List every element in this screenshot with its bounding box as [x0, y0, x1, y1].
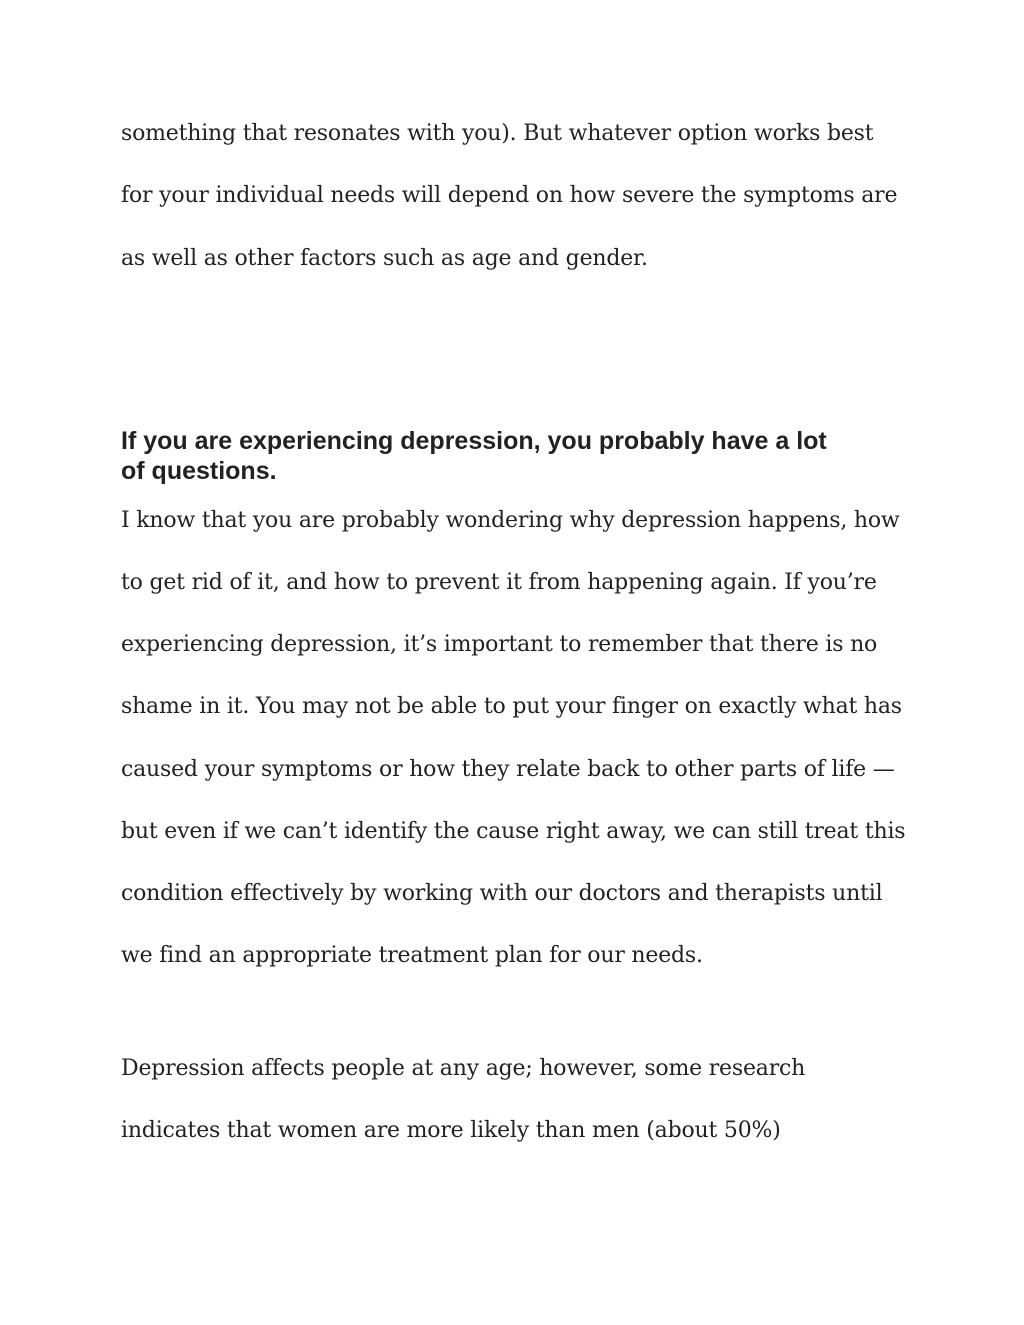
text-line: shame in it. You may not be able to put your finger on exactly what has [121, 694, 902, 719]
text-line: but even if we can’t identify the cause right away, we can still treat this [121, 819, 906, 844]
text-line: to get rid of it, and how to prevent it from happening again. If you’re [121, 570, 877, 595]
heading-line: If you are experiencing depression, you probably have a lot [121, 427, 827, 455]
heading-line: of questions. [121, 457, 277, 485]
text-line: something that resonates with you). But whatever option works best [121, 121, 874, 146]
text-line: we find an appropriate treatment plan for our needs. [121, 943, 703, 968]
text-line: as well as other factors such as age and gender. [121, 246, 648, 271]
text-line: for your individual needs will depend on how severe the symptoms are [121, 183, 898, 208]
text-line: experiencing depression, it’s important to remember that there is no [121, 632, 878, 657]
text-line: caused your symptoms or how they relate back to other parts of life — [121, 757, 895, 782]
text-line: condition effectively by working with our doctors and therapists until [121, 881, 883, 906]
text-line: I know that you are probably wondering why depression happens, how [121, 508, 900, 533]
text-line: Depression affects people at any age; however, some research [121, 1056, 806, 1081]
text-line: indicates that women are more likely than men (about 50%) [121, 1118, 781, 1143]
